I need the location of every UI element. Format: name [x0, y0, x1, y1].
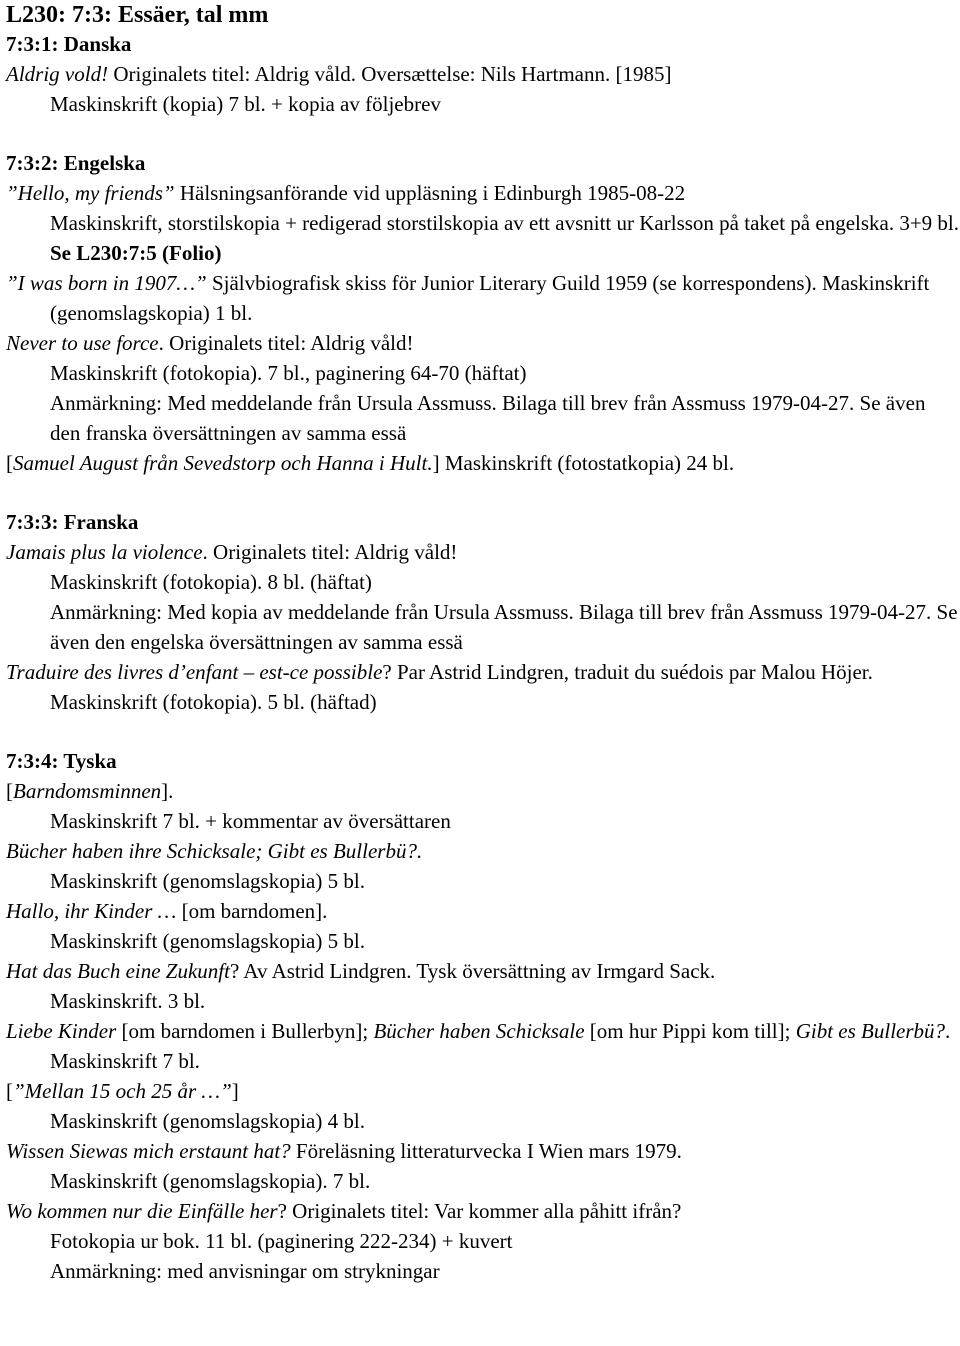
entry-title: Never to use force — [6, 331, 159, 355]
entry-text: [om hur Pippi kom till]; — [584, 1019, 796, 1043]
entry-aldrig-vold — [6, 59, 960, 89]
entry-detail: Maskinskrift 7 bl. + kommentar av översättaren — [50, 809, 451, 833]
entry-title: Wissen Siewas mich erstaunt hat? — [6, 1139, 291, 1163]
entry-title: Bücher haben ihre Schicksale; Gibt es Bullerbü?. — [6, 839, 423, 863]
entry-detail: Maskinskrift 7 bl. — [50, 1049, 200, 1073]
entry-detail: Maskinskrift (genomslagskopia) 4 bl. — [50, 1109, 365, 1133]
entry-title: ”Mellan 15 och 25 år …” — [13, 1079, 232, 1103]
section-heading-franska: 7:3:3: Franska — [6, 510, 139, 534]
entry-title: Liebe Kinder — [6, 1019, 117, 1043]
entry-title: ”Hello, my friends” — [6, 181, 175, 205]
spacer — [6, 478, 960, 507]
section-heading-engelska: 7:3:2: Engelska — [6, 151, 146, 175]
entry-title: Barndomsminnen — [13, 779, 162, 803]
section-heading-danska: 7:3:1: Danska — [6, 32, 132, 56]
entry-title: Jamais plus la violence — [6, 540, 203, 564]
entry-detail: Fotokopia ur bok. 11 bl. (paginering 222-234) + kuvert — [50, 1229, 513, 1253]
entry-title: Hallo, ihr Kinder … — [6, 899, 177, 923]
entry-title: ”I was born in 1907…” — [6, 271, 207, 295]
section-heading-tyska: 7:3:4: Tyska — [6, 749, 117, 773]
entry-note: Anmärkning: Med kopia av meddelande från Ursula Assmuss. Bilaga till brev från Assmuss 1979-04-27. Se även den engelska översättningen av samma essä — [50, 600, 958, 654]
entry-text: . Originalets titel: Aldrig våld! — [158, 331, 414, 355]
entry-text: Maskinskrift (fotostatkopia) 24 bl. — [439, 451, 735, 475]
spacer — [6, 717, 960, 746]
entry-text: Föreläsning litteraturvecka I Wien mars 1979. — [290, 1139, 682, 1163]
entry-detail: Maskinskrift. 3 bl. — [50, 989, 206, 1013]
entry-hat-das-buch — [6, 956, 960, 986]
spacer — [6, 119, 960, 148]
entry-text: [om barndomen i Bullerbyn]; — [116, 1019, 374, 1043]
entry-detail: Maskinskrift (genomslagskopia) 5 bl. — [50, 929, 365, 953]
entry-jamais-plus — [6, 537, 960, 567]
entry-title: Traduire des livres d’enfant – est-ce possible — [6, 660, 383, 684]
entry-title: Bücher haben Schicksale — [373, 1019, 585, 1043]
entry-title: Samuel August från Sevedstorp och Hanna i Hult. — [13, 451, 433, 475]
entry-title: Gibt es Bullerbü? — [795, 1019, 946, 1043]
entry-bucher-haben — [6, 836, 960, 866]
entry-text: [om barndomen]. — [176, 899, 328, 923]
entry-text: Självbiografisk skiss för Junior Literary Guild 1959 (se korrespondens). Maskinskrift (genomslagskopia) 1 bl. — [50, 271, 930, 325]
entry-text: ? Originalets titel: Var kommer alla påhitt ifrån? — [277, 1199, 682, 1223]
entry-detail: Maskinskrift (fotokopia). 7 bl., paginering 64-70 (häftat) — [50, 361, 527, 385]
entry-text: ? Av Astrid Lindgren. Tysk översättning av Irmgard Sack. — [229, 959, 716, 983]
entry-samuel-august — [6, 448, 960, 478]
entry-detail: Maskinskrift (fotokopia). 5 bl. (häftad) — [50, 690, 377, 714]
entry-title: Hat das Buch eine Zukunft — [6, 959, 230, 983]
bracket-close: ]. — [161, 779, 174, 803]
entry-detail: Maskinskrift (genomslagskopia) 5 bl. — [50, 869, 365, 893]
entry-hello-my-friends — [6, 178, 960, 208]
entry-detail-text: Maskinskrift, storstilskopia + redigerad storstilskopia av ett avsnitt ur Karlsson på taket på engelska. 3+9 bl. — [50, 211, 960, 235]
entry-wissen-sie — [6, 1136, 960, 1166]
entry-detail: Maskinskrift (kopia) 7 bl. + kopia av följebrev — [50, 92, 441, 116]
entry-hallo-ihr-kinder — [6, 896, 960, 926]
entry-title: Wo kommen nur die Einfälle her — [6, 1199, 278, 1223]
entry-liebe-kinder — [6, 1016, 960, 1046]
entry-detail: Maskinskrift (genomslagskopia). 7 bl. — [50, 1169, 371, 1193]
entry-note: Anmärkning: med anvisningar om strykningar — [50, 1259, 440, 1283]
entry-text: . — [945, 1019, 951, 1043]
bracket-close: ] — [231, 1079, 239, 1103]
page-title: L230: 7:3: Essäer, tal mm — [6, 2, 269, 28]
entry-text: Originalets titel: Aldrig våld. Oversættelse: Nils Hartmann. [1985] — [108, 62, 672, 86]
entry-text: ? Par Astrid Lindgren, traduit du suédois par Malou Höjer. — [382, 660, 873, 684]
entry-title: Aldrig vold! — [6, 62, 109, 86]
entry-note: Anmärkning: Med meddelande från Ursula Assmuss. Bilaga till brev från Assmuss 1979-04-27. Se även den franska översättningen av samma essä — [50, 391, 926, 445]
folio-reference: Se L230:7:5 (Folio) — [50, 241, 222, 265]
entry-text: Hälsningsanförande vid uppläsning i Edinburgh 1985-08-22 — [174, 181, 686, 205]
entry-text: . Originalets titel: Aldrig våld! — [202, 540, 458, 564]
bracket-open: [ — [6, 451, 13, 475]
bracket-close: ] — [432, 451, 440, 475]
entry-barndomsminnen — [6, 776, 960, 806]
entry-traduire — [6, 657, 960, 687]
bracket-open: [ — [6, 1079, 13, 1103]
entry-detail — [6, 208, 960, 268]
bracket-open: [ — [6, 779, 13, 803]
entry-never-to-use-force — [6, 328, 960, 358]
entry-detail: Maskinskrift (fotokopia). 8 bl. (häftat) — [50, 570, 372, 594]
entry-mellan-15-och-25 — [6, 1076, 960, 1106]
entry-i-was-born — [6, 268, 960, 328]
entry-wo-kommen — [6, 1196, 960, 1226]
